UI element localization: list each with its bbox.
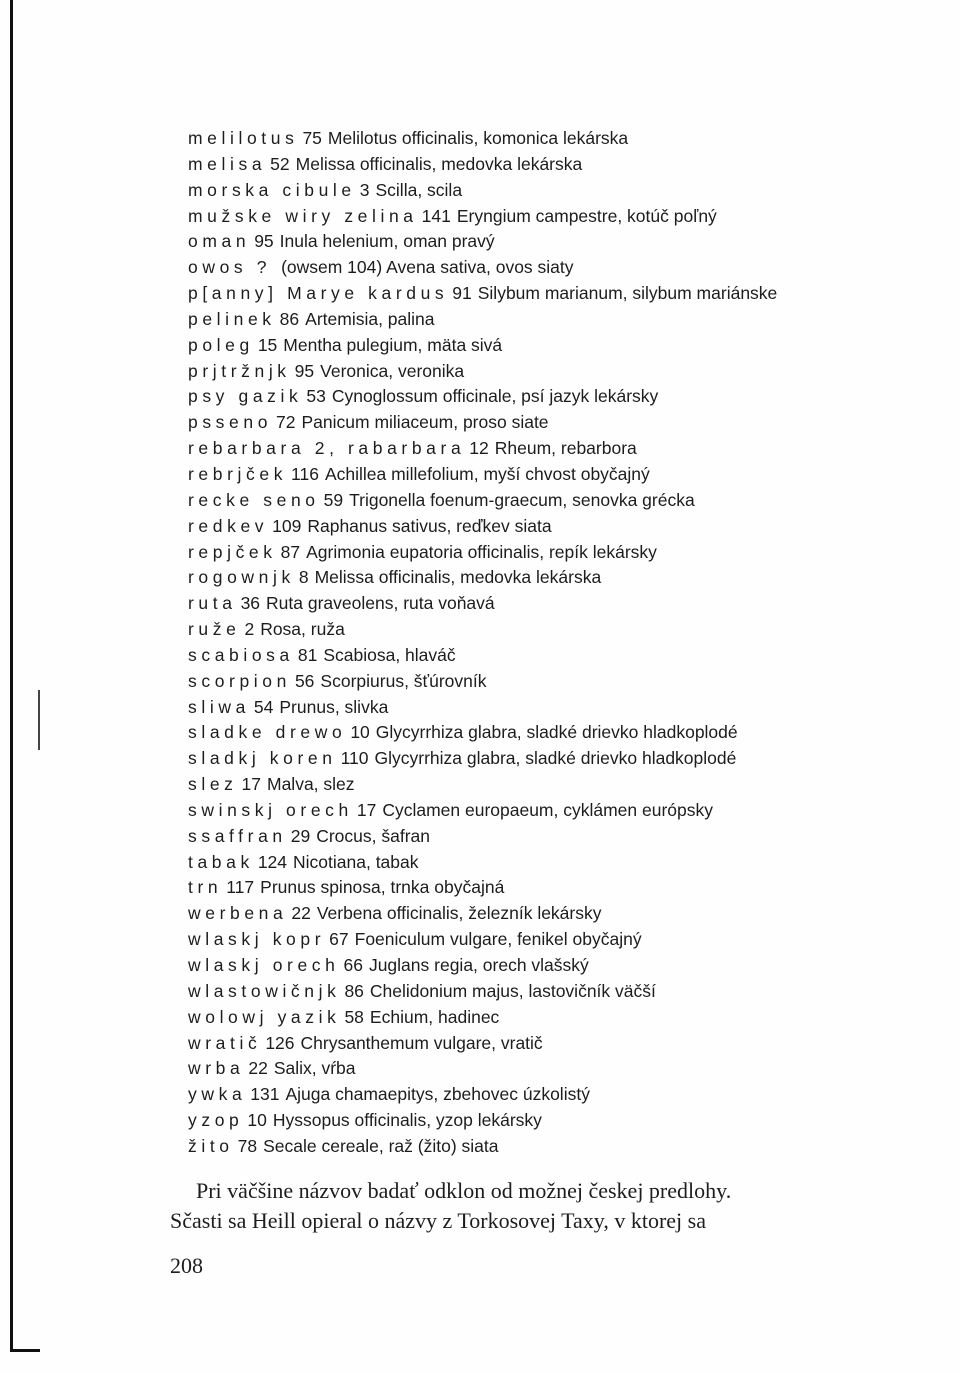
page-number: 208	[170, 1253, 203, 1278]
glossary-entry	[188, 384, 928, 410]
entry-description: Melissa officinalis, medovka lekárska	[295, 153, 583, 174]
entry-term: rogownjk	[188, 567, 295, 588]
glossary-entry	[188, 307, 928, 333]
entry-description: Ajuga chamaepitys, zbehovec úzkolistý	[285, 1084, 590, 1105]
entry-term: wratič	[188, 1032, 262, 1053]
entry-term: prjtržnjk	[188, 360, 291, 381]
entry-number: 116	[291, 463, 319, 484]
entry-description: Inula helenium, oman pravý	[279, 231, 495, 252]
entry-description: Salix, vŕba	[273, 1058, 356, 1079]
entry-number: 117	[226, 877, 255, 898]
entry-term: p[anny] Marye kardus	[188, 283, 449, 304]
entry-term: repjček	[188, 541, 277, 562]
entry-term: ssaffran	[188, 825, 287, 846]
entry-term: poleg	[188, 334, 254, 355]
glossary-entry	[188, 824, 928, 850]
glossary-entry	[188, 514, 928, 540]
entry-term: oman	[188, 231, 251, 252]
entry-description: Chrysanthemum vulgare, vratič	[300, 1032, 543, 1053]
entry-term: swinskj orech	[188, 799, 353, 820]
glossary-entry	[188, 333, 928, 359]
entry-term: ywka	[188, 1084, 247, 1105]
entry-term: ruta	[188, 593, 237, 614]
entry-number: 59	[323, 489, 344, 510]
entry-description: Nicotiana, tabak	[293, 851, 419, 872]
entry-number: 22	[291, 903, 311, 924]
glossary-entry	[188, 1108, 928, 1134]
entry-number: 17	[356, 799, 377, 820]
entry-term: rebrjček	[188, 463, 288, 484]
entry-description: Melilotus officinalis, komonica lekárska	[327, 128, 629, 148]
paragraph-line-2: Sčasti sa Heill opieral o názvy z Torkosovej Taxy, v ktorej sa	[170, 1208, 706, 1233]
glossary-entry	[188, 359, 928, 385]
entry-number: 54	[253, 696, 274, 717]
glossary-entry	[188, 178, 928, 204]
entry-term: pelinek	[188, 308, 276, 329]
entry-number: 72	[276, 412, 296, 433]
bottom-margin-rule	[10, 1349, 40, 1352]
glossary-entry	[188, 591, 928, 617]
entry-term: slez	[188, 774, 238, 795]
entry-term: wlastowičnjk	[188, 980, 341, 1001]
glossary-entry	[188, 772, 928, 798]
entry-number: 52	[270, 153, 290, 174]
entry-description: Glycyrrhiza glabra, sladké drievko hladkoplodé	[374, 748, 737, 769]
entry-term: scorpion	[188, 670, 291, 691]
entry-description: Cynoglossum officinale, psí jazyk lekársky	[331, 386, 659, 407]
entry-description: Panicum miliaceum, proso siate	[301, 412, 549, 433]
entry-number: 78	[237, 1135, 258, 1156]
entry-term: wrba	[188, 1058, 245, 1079]
entry-description: Ruta graveolens, ruta voňavá	[266, 593, 495, 614]
entry-description: Agrimonia eupatoria officinalis, repík lekársky	[306, 541, 657, 562]
glossary-entry	[188, 152, 928, 178]
entry-number: 131	[250, 1084, 280, 1105]
entry-number: 15	[257, 334, 278, 355]
entry-description: Veronica, veronika	[320, 360, 465, 381]
entry-term: trn	[188, 877, 223, 898]
glossary-entry	[188, 565, 928, 591]
side-margin-mark	[38, 690, 40, 750]
entry-term: wlaskj kopr	[188, 929, 326, 950]
entry-number: 3	[359, 179, 370, 200]
glossary-entry	[188, 669, 928, 695]
glossary-entry	[188, 901, 928, 927]
entry-description: Scilla, scila	[375, 179, 463, 200]
entry-number: 95	[294, 360, 315, 381]
glossary-entry	[188, 875, 928, 901]
glossary-entry	[188, 281, 928, 307]
entry-term: psy gazik	[188, 386, 303, 407]
entry-number: 17	[241, 774, 261, 795]
entry-number: 10	[247, 1110, 267, 1131]
glossary-entry	[188, 979, 928, 1005]
entry-description: Chelidonium majus, lastovičník väčší	[369, 980, 656, 1001]
entry-number: 86	[344, 980, 364, 1001]
entry-number: 56	[294, 670, 315, 691]
glossary-entry	[188, 410, 928, 436]
glossary-entry	[188, 798, 928, 824]
glossary-entry	[188, 126, 928, 152]
glossary-entry	[188, 540, 928, 566]
glossary-entry	[188, 255, 928, 281]
glossary-entry	[188, 204, 928, 230]
glossary-list	[188, 126, 928, 1160]
entry-term: morska cibule	[188, 179, 356, 200]
entry-description: Malva, slez	[267, 774, 355, 795]
entry-number: 53	[306, 386, 326, 407]
entry-description: Eryngium campestre, kotúč poľný	[456, 205, 717, 226]
entry-number: 124	[257, 851, 288, 872]
entry-description: Glycyrrhiza glabra, sladké drievko hladkoplodé	[375, 722, 738, 743]
glossary-entry	[188, 1082, 928, 1108]
glossary-entry	[188, 436, 928, 462]
glossary-entry	[188, 746, 928, 772]
entry-number: 126	[265, 1032, 295, 1053]
glossary-entry	[188, 1031, 928, 1057]
entry-description: Mentha pulegium, mäta sivá	[283, 334, 503, 355]
entry-number: 8	[298, 567, 309, 588]
entry-number: 110	[340, 748, 369, 769]
entry-description: Scabiosa, hlaváč	[323, 644, 456, 665]
entry-number: 91	[452, 283, 472, 304]
entry-number: 86	[279, 308, 300, 329]
entry-number: 2	[244, 619, 255, 640]
glossary-entry	[188, 488, 928, 514]
entry-description: Crocus, šafran	[316, 825, 430, 846]
glossary-entry	[188, 229, 928, 255]
glossary-entry	[188, 1134, 928, 1160]
entry-description: Cyclamen europaeum, cyklámen európsky	[382, 799, 714, 820]
entry-term: žito	[188, 1135, 234, 1156]
entry-description: Scorpiurus, šťúrovník	[320, 670, 487, 691]
glossary-entry	[188, 695, 928, 721]
entry-number: 67	[329, 929, 349, 950]
entry-term: wolowj yazik	[188, 1006, 341, 1027]
entry-term: recke seno	[188, 489, 320, 510]
entry-description: Prunus, slivka	[279, 696, 389, 717]
entry-number: 81	[297, 644, 318, 665]
paragraph-line-1: Pri väčšine názvov badať odklon od možnej českej predlohy.	[196, 1178, 732, 1203]
entry-term: sladkj koren	[188, 748, 337, 769]
entry-term: psseno	[188, 412, 273, 433]
body-paragraph	[170, 1176, 910, 1236]
entry-term: tabak	[188, 851, 254, 872]
entry-term: yzop	[188, 1110, 244, 1131]
entry-term: mužske wiry zelina	[188, 205, 418, 226]
glossary-entry	[188, 617, 928, 643]
entry-term: owos ?	[188, 257, 272, 278]
entry-description: Juglans regia, orech vlašský	[368, 955, 589, 975]
entry-number: 109	[272, 515, 302, 536]
entry-description: Trigonella foenum-graecum, senovka grécka	[349, 489, 695, 510]
entry-description: Verbena officinalis, železník lekársky	[316, 903, 602, 924]
entry-number: 22	[248, 1058, 268, 1079]
glossary-entry	[188, 1005, 928, 1031]
glossary-entry	[188, 462, 928, 488]
entry-description: Silybum marianum, silybum mariánske	[477, 283, 778, 304]
entry-number: 10	[350, 722, 370, 743]
left-margin-rule	[10, 0, 13, 1352]
entry-description: Hyssopus officinalis, yzop lekársky	[272, 1110, 542, 1131]
entry-description: Rheum, rebarbora	[494, 438, 637, 459]
entry-term: redkev	[188, 515, 269, 536]
entry-number: 87	[280, 541, 301, 562]
entry-term: werbena	[188, 903, 288, 924]
entry-number: 58	[344, 1006, 364, 1027]
entry-description: Artemisia, palina	[305, 308, 435, 329]
entry-description: Raphanus sativus, reďkev siata	[307, 515, 552, 536]
entry-number: 36	[240, 593, 261, 614]
glossary-entry	[188, 953, 928, 979]
glossary-entry	[188, 643, 928, 669]
entry-number: 141	[421, 205, 451, 226]
entry-term: sladke drewo	[188, 722, 347, 743]
entry-description: Secale cereale, raž (žito) siata	[263, 1135, 499, 1156]
entry-description: Achillea millefolium, myší chvost obyčajný	[324, 463, 650, 484]
entry-term: melisa	[188, 153, 267, 174]
glossary-entry	[188, 927, 928, 953]
entry-number: 75	[302, 128, 322, 148]
entry-description: Rosa, ruža	[260, 619, 345, 640]
entry-term: ruže	[188, 619, 241, 640]
entry-description: Prunus spinosa, trnka obyčajná	[260, 877, 505, 898]
entry-description: Foeniculum vulgare, fenikel obyčajný	[354, 929, 642, 950]
entry-description: Echium, hadinec	[369, 1006, 500, 1027]
entry-number: 12	[469, 438, 489, 459]
entry-term: sliwa	[188, 696, 250, 717]
entry-term: melilotus	[188, 128, 299, 148]
glossary-entry	[188, 850, 928, 876]
entry-number: 95	[254, 231, 274, 252]
entry-term: scabiosa	[188, 644, 294, 665]
entry-description: (owsem 104) Avena sativa, ovos siaty	[281, 257, 574, 278]
entry-number: 29	[290, 825, 311, 846]
glossary-entry	[188, 1056, 928, 1082]
entry-term: wlaskj orech	[188, 955, 340, 975]
glossary-entry	[188, 720, 928, 746]
entry-number: 66	[343, 955, 363, 975]
entry-description: Melissa officinalis, medovka lekárska	[314, 567, 602, 588]
entry-term: rebarbara 2, rabarbara	[188, 438, 466, 459]
